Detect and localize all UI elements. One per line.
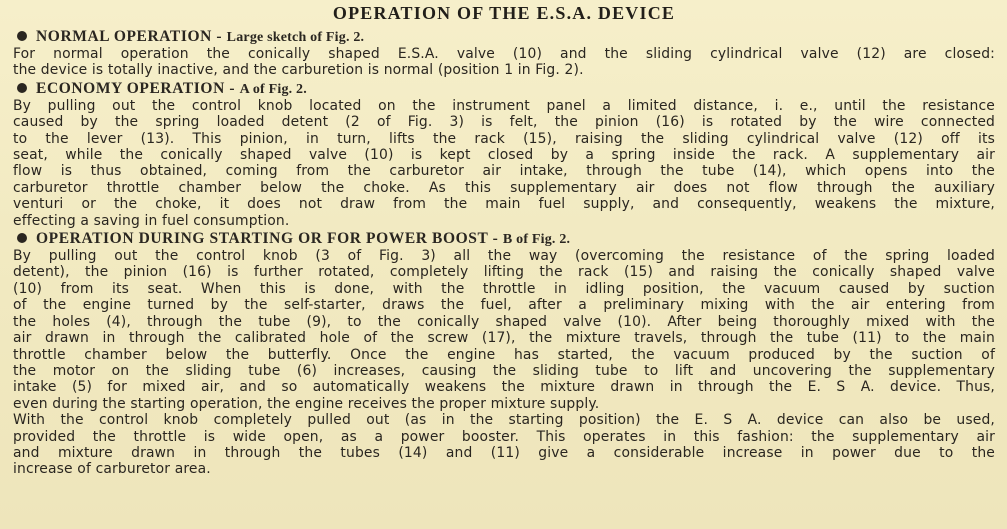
text-line: caused by the spring loaded detent (2 of Fig. 3) is felt, the pinion (16) is rotated by the wire connected [13, 114, 995, 131]
text-line: the device is totally inactive, and the carburetion is normal (position 1 in Fig. 2). [13, 62, 584, 79]
text-line: even during the starting operation, the engine receives the proper mixture supply. [13, 395, 600, 412]
text-line: (10) from its seat. When this is done, with the throttle in idling position, the vacuum caused by suction [13, 280, 995, 297]
text-line: With the control knob completely pulled out (as in the starting position) the E. S A. device can also be used, [13, 412, 995, 429]
document-title: OPERATION OF THE E.S.A. DEVICE [332, 3, 676, 23]
text-line: By pulling out the control knob (3 of Fig. 3) all the way (overcoming the resistance of the spring loaded [13, 248, 995, 265]
section-heading-normal-operation [17, 28, 995, 46]
heading-separator: - [224, 79, 240, 97]
text-line: seat, while the conically shaped valve (10) is kept closed by a spring inside the rack. A supplementary air [13, 147, 995, 164]
bullet-icon [17, 83, 27, 93]
text-line: intake (5) for mixed air, and so automatically weakens the mixture drawn in through the E. S A. device. Thus, [13, 379, 995, 396]
paragraph-economy-operation [13, 98, 995, 229]
section-heading-text: NORMAL OPERATION [36, 28, 212, 45]
section-heading-text: ECONOMY OPERATION [36, 79, 225, 97]
section-heading-starting-power-boost [17, 230, 995, 248]
text-line: the holes (4), through the tube (9), to the conically shaped valve (10). After being thoroughly mixed with the [13, 313, 995, 330]
paragraph-normal-operation [13, 46, 995, 79]
paragraph-starting-power-boost [13, 248, 995, 478]
section-heading-economy-operation [17, 80, 995, 98]
text-line: For normal operation the conically shaped E.S.A. valve (10) and the sliding cylindrical valve (12) are closed: [13, 46, 995, 62]
text-line: venturi or the choke, it does not draw from the main fuel supply, and consequently, weakens the mixture, [13, 196, 995, 213]
section-heading-text: OPERATION DURING STARTING OR FOR POWER BOOST [36, 230, 489, 248]
text-line: the motor on the sliding tube (6) increases, causing the sliding tube to lift and uncovering the supplementary [13, 362, 995, 379]
text-line: carburetor throttle chamber below the choke. As this supplementary air does not flow through the auxiliary [13, 179, 995, 196]
text-line: provided the throttle is wide open, as a power booster. This operates in this fashion: the supplementary air [13, 428, 995, 445]
heading-separator: - [488, 230, 503, 248]
text-line: of the engine turned by the self-starter, draws the fuel, after a preliminary mixing with the air entering from [13, 297, 995, 314]
bullet-icon [17, 233, 27, 243]
text-line: increase of carburetor area. [13, 461, 211, 478]
text-line: air drawn in through the calibrated hole of the screw (17), the mixture travels, through the tube (11) to the main [13, 330, 995, 347]
text-line: and mixture drawn in through the tubes (14) and (11) give a considerable increase in power due to the [13, 444, 995, 461]
heading-figure-ref: Large sketch of Fig. 2. [226, 30, 365, 45]
heading-figure-ref: B of Fig. 2. [502, 232, 571, 248]
text-line: detent), the pinion (16) is further rotated, completely lifting the rack (15) and raising the conically shaped valve [13, 264, 995, 281]
heading-figure-ref: A of Fig. 2. [239, 81, 307, 97]
text-line: flow is thus obtained, coming from the carburetor air intake, through the tube (14), which opens into the [13, 163, 995, 180]
bullet-icon [17, 31, 27, 41]
heading-separator: - [211, 28, 227, 45]
text-line: throttle chamber below the butterfly. Once the engine has started, the vacuum produced by the suction of [13, 346, 995, 363]
text-line: By pulling out the control knob located on the instrument panel a limited distance, i. e., until the resistance [13, 97, 995, 114]
text-line: to the lever (13). This pinion, in turn, lifts the rack (15), raising the sliding cylindrical valve (12) off its [13, 130, 995, 147]
text-line: effecting a saving in fuel consumption. [13, 212, 290, 229]
